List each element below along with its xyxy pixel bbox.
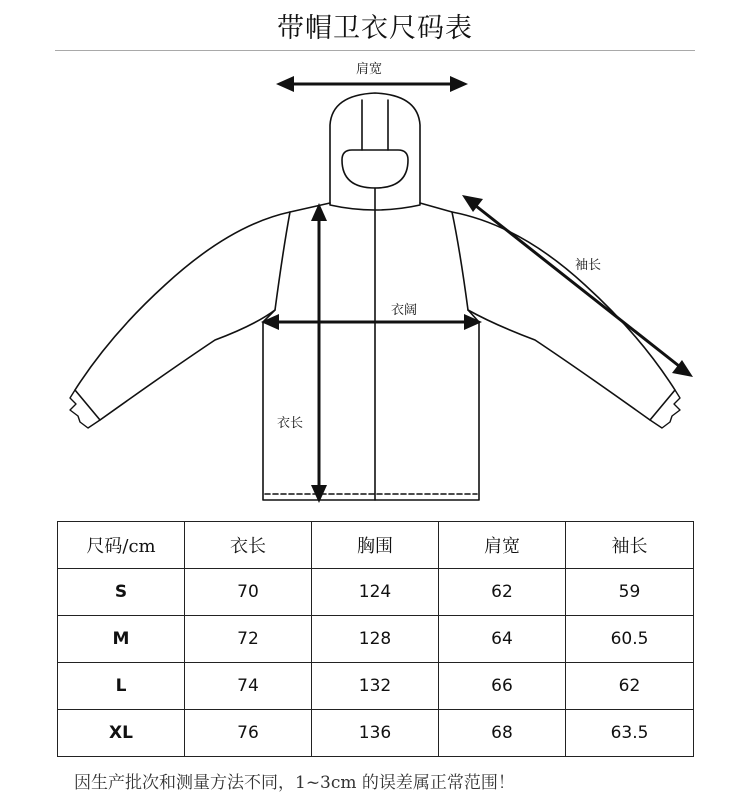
length-cell: 76 [185, 710, 312, 757]
page-title: 带帽卫衣尺码表 [277, 13, 473, 44]
size-cell: S [58, 569, 185, 616]
body-length-arrow [311, 203, 327, 503]
shoulder-cell: 62 [439, 569, 566, 616]
left-sleeve-outline [75, 212, 290, 420]
shoulder-cell: 66 [439, 663, 566, 710]
sleeve-cell: 63.5 [566, 710, 694, 757]
shoulder-width-label: 肩宽 [356, 62, 383, 77]
chest-width-arrow [261, 314, 482, 330]
chest-cell: 136 [312, 710, 439, 757]
header-chest: 胸围 [312, 522, 439, 569]
table-row [58, 569, 694, 616]
table-header-row [58, 522, 694, 569]
chest-cell: 124 [312, 569, 439, 616]
sleeve-cell: 62 [566, 663, 694, 710]
measurement-note: 因生产批次和测量方法不同，1~3cm 的误差属正常范围！ [74, 773, 515, 793]
length-cell: 72 [185, 616, 312, 663]
length-cell: 70 [185, 569, 312, 616]
size-cell: M [58, 616, 185, 663]
header-length: 衣长 [185, 522, 312, 569]
sleeve-length-label: 袖长 [575, 258, 602, 273]
table-row [58, 663, 694, 710]
chest-cell: 132 [312, 663, 439, 710]
sleeve-cell: 60.5 [566, 616, 694, 663]
shoulder-width-arrow [276, 76, 468, 92]
right-cuff [650, 390, 680, 428]
sleeve-length-arrow [462, 195, 693, 377]
size-cell: XL [58, 710, 185, 757]
right-sleeve-outline [452, 212, 675, 420]
shoulder-cell: 64 [439, 616, 566, 663]
chest-width-label: 衣阔 [391, 303, 418, 318]
size-chart-table [57, 521, 694, 757]
header-sleeve: 袖长 [566, 522, 694, 569]
size-cell: L [58, 663, 185, 710]
body-length-label: 衣长 [277, 416, 304, 431]
chest-cell: 128 [312, 616, 439, 663]
sleeve-cell: 59 [566, 569, 694, 616]
header-size: 尺码/cm [58, 522, 185, 569]
table-row [58, 616, 694, 663]
header-shoulder: 肩宽 [439, 522, 566, 569]
shoulder-cell: 68 [439, 710, 566, 757]
table-row [58, 710, 694, 757]
hoodie-body-outline [263, 203, 479, 500]
hood-opening [342, 150, 408, 188]
left-cuff [70, 390, 100, 428]
length-cell: 74 [185, 663, 312, 710]
